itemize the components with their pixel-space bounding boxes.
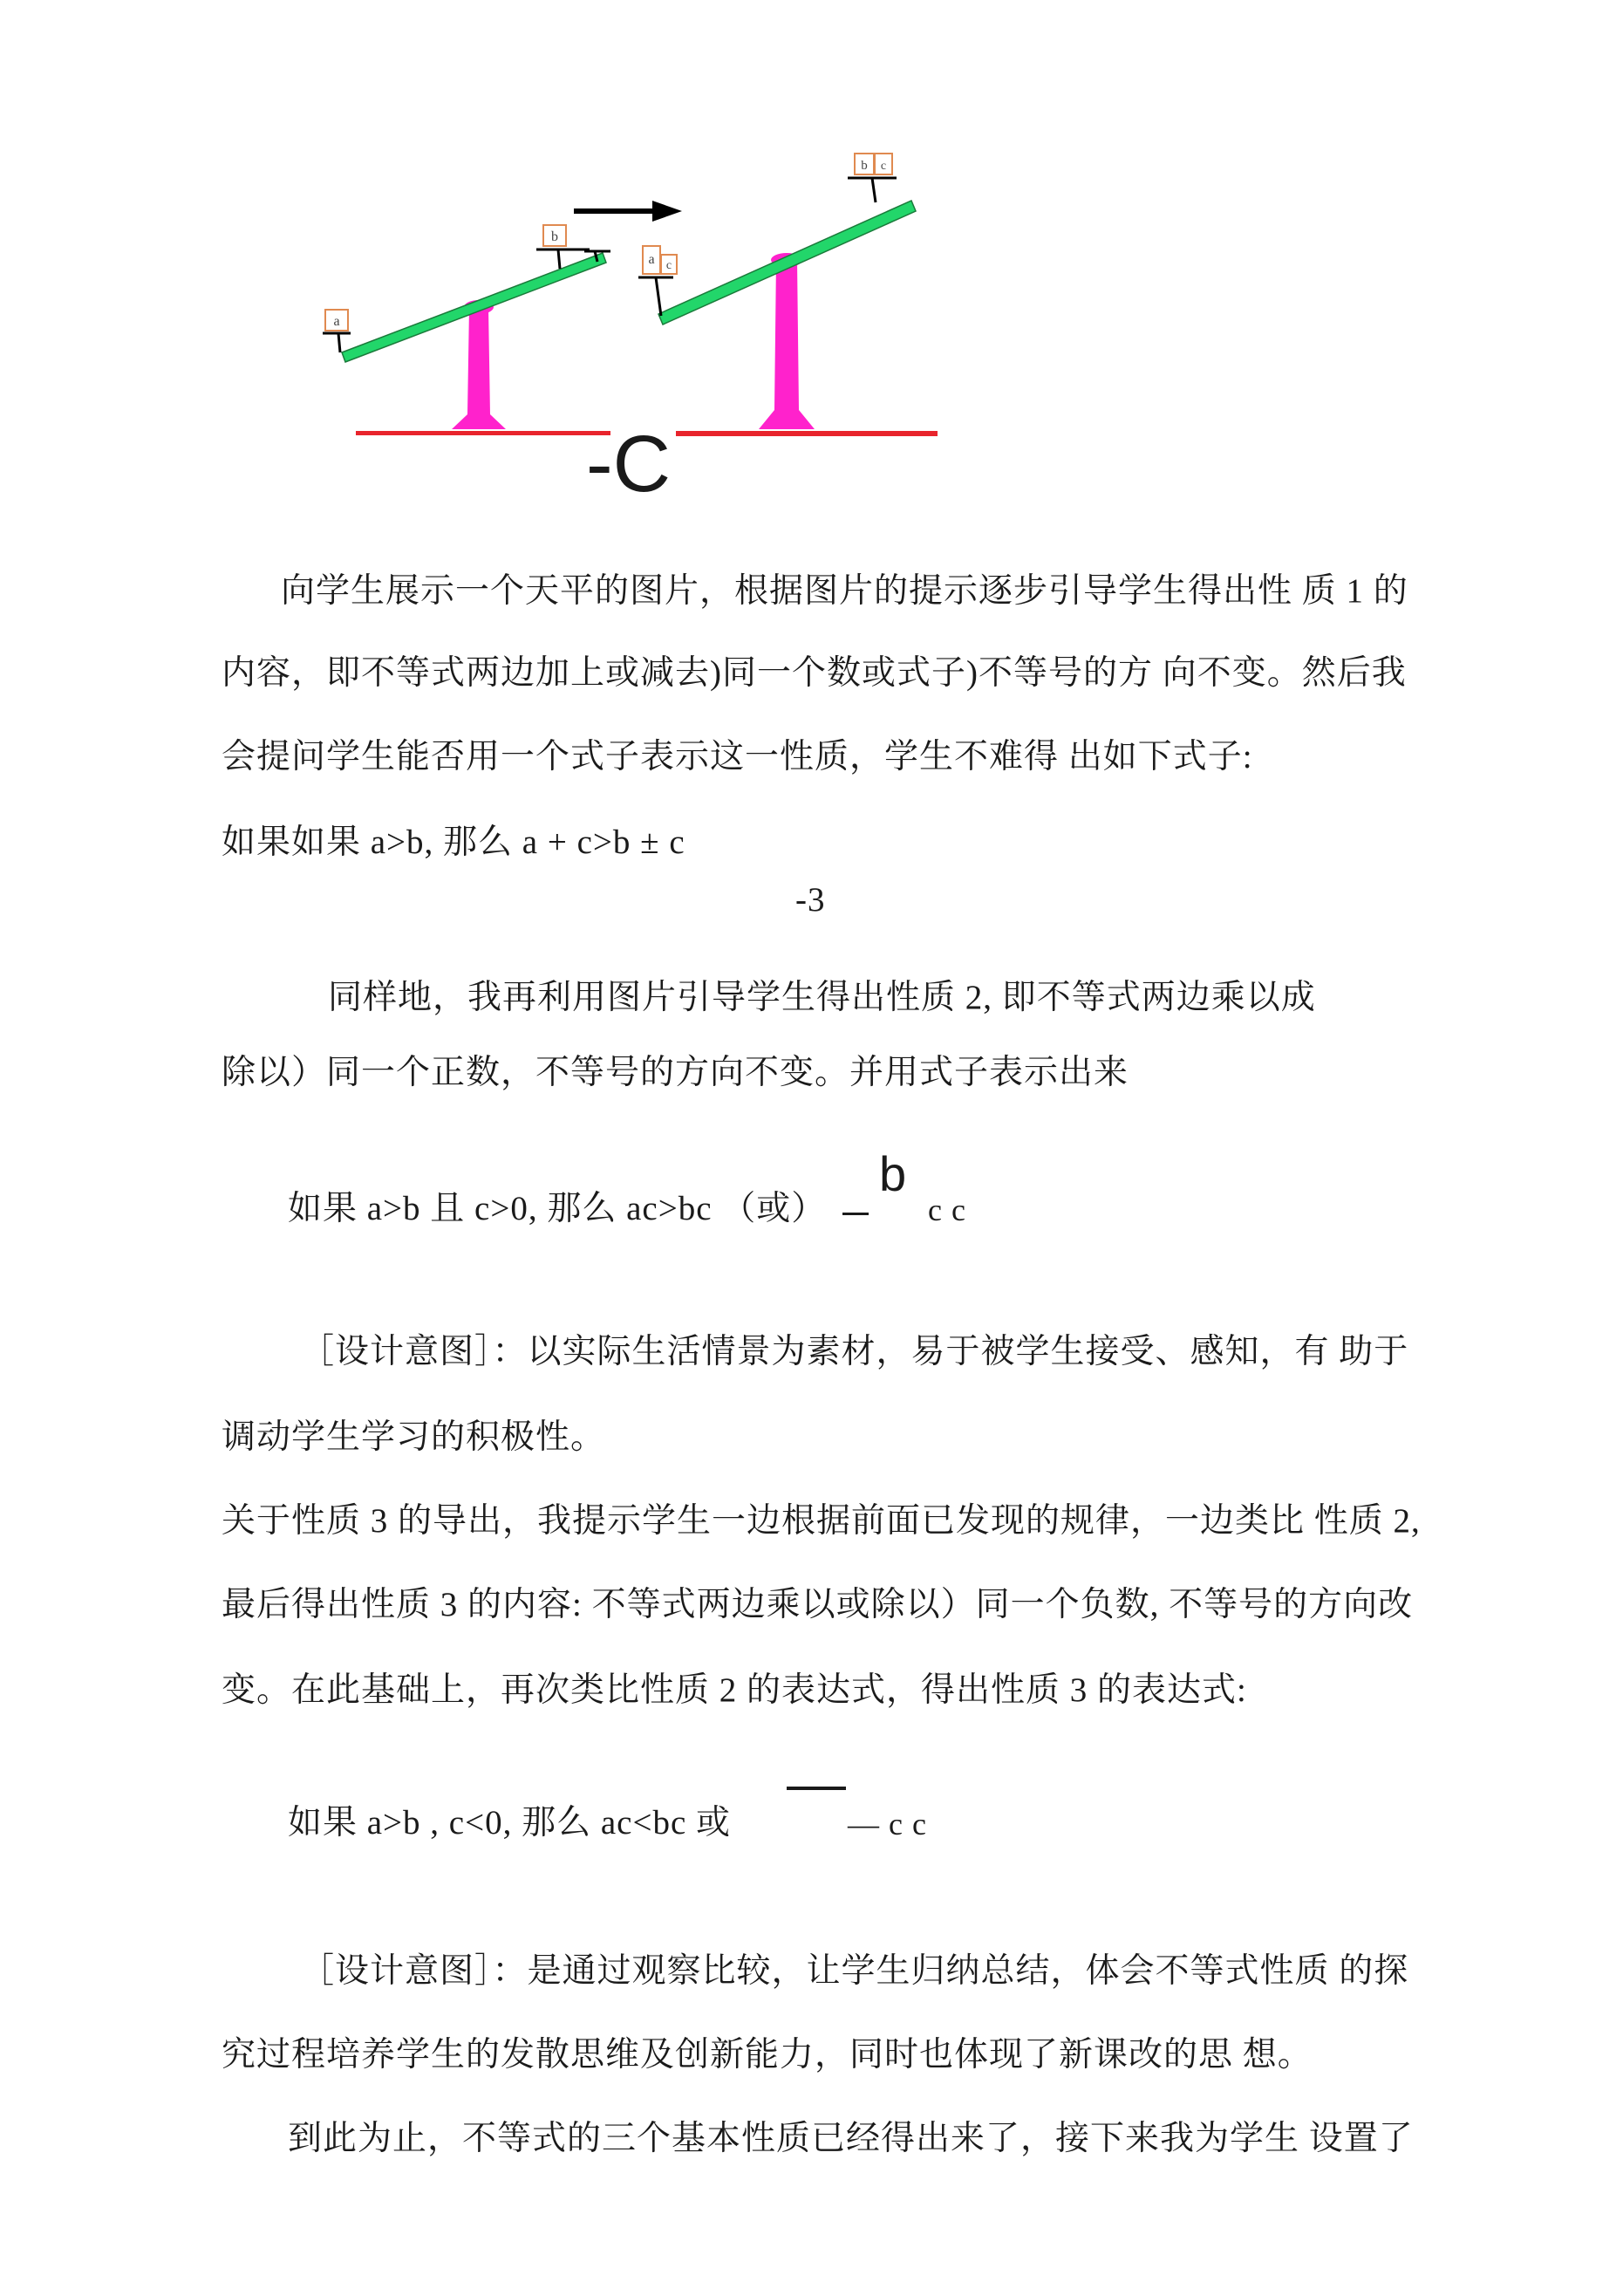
paragraph-3-line-3: 变。在此基础上，再次类比性质 2 的表达式，得出性质 3 的表达式: — [222, 1671, 1247, 1709]
fraction-denominators-2: — c c — [848, 1807, 927, 1842]
design-intent-1-line-1: ［设计意图］：以实际生活情景为素材，易于被学生接受、感知，有 助于 — [300, 1333, 1409, 1370]
formula-property-2: 如果 a>b 且 c>0, 那么 ac>bc （或） — [288, 1190, 827, 1227]
design-intent-2-line-1: ［设计意图］：是通过观察比较，让学生归纳总结，体会不等式性质 的探 — [300, 1952, 1409, 1990]
paragraph-1-line-1: 向学生展示一个天平的图片，根据图片的提示逐步引导学生得出性 质 1 的 — [281, 572, 1408, 610]
formula-property-1: 如果如果 a>b, 那么 a + c>b ± c — [222, 823, 685, 861]
box-a-label: a — [333, 314, 340, 329]
box-c-left-label: c — [665, 259, 672, 272]
balance-illustration — [297, 131, 959, 515]
paragraph-1-line-3: 会提问学生能否用一个式子表示这一性质，学生不难得 出如下式子: — [222, 738, 1253, 776]
figure-caption: -C — [586, 420, 672, 509]
paragraph-2-line-2: 除以）同一个正数，不等号的方向不变。并用式子表示出来 — [222, 1054, 1129, 1091]
box-b-label: b — [551, 229, 558, 244]
right-scale-post — [759, 260, 815, 429]
right-scale — [638, 154, 916, 429]
paragraph-4-line-1: 到此为止，不等式的三个基本性质已经得出来了，接下来我为学生 设置了 — [288, 2120, 1414, 2157]
fraction-bar-1 — [842, 1213, 869, 1215]
design-intent-2-line-2: 究过程培养学生的发散思维及创新能力，同时也体现了新课改的思 想。 — [222, 2036, 1313, 2074]
ground-line-left — [356, 431, 610, 435]
left-scale-post — [452, 307, 506, 429]
box-a-right-label: a — [648, 252, 655, 267]
left-scale — [323, 225, 610, 429]
paragraph-2-line-1: 同样地，我再利用图片引导学生得出性质 2, 即不等式两边乘以成 — [328, 979, 1316, 1016]
arrow-right-icon — [574, 201, 682, 222]
paragraph-3-line-2: 最后得出性质 3 的内容: 不等式两边乘以或除以）同一个负数, 不等号的方向改 — [222, 1586, 1414, 1623]
paragraph-3-line-1: 关于性质 3 的导出，我提示学生一边根据前面已发现的规律，一边类比 性质 2, — [222, 1502, 1421, 1540]
page-number: -3 — [795, 881, 826, 919]
box-b-right-label: b — [861, 159, 868, 173]
box-c-right-label: c — [880, 160, 887, 173]
fraction-bar-2 — [787, 1787, 846, 1790]
formula-property-3: 如果 a>b , c<0, 那么 ac<bc 或 — [288, 1804, 732, 1842]
paragraph-1-line-2: 内容，即不等式两边加上或减去)同一个数或式子)不等号的方 向不变。然后我 — [222, 654, 1407, 692]
ground-line-right — [676, 431, 938, 436]
design-intent-1-line-2: 调动学生学习的积极性。 — [222, 1418, 606, 1456]
fraction-numerator-b: b — [879, 1146, 907, 1201]
fraction-denominators: c c — [928, 1192, 966, 1227]
